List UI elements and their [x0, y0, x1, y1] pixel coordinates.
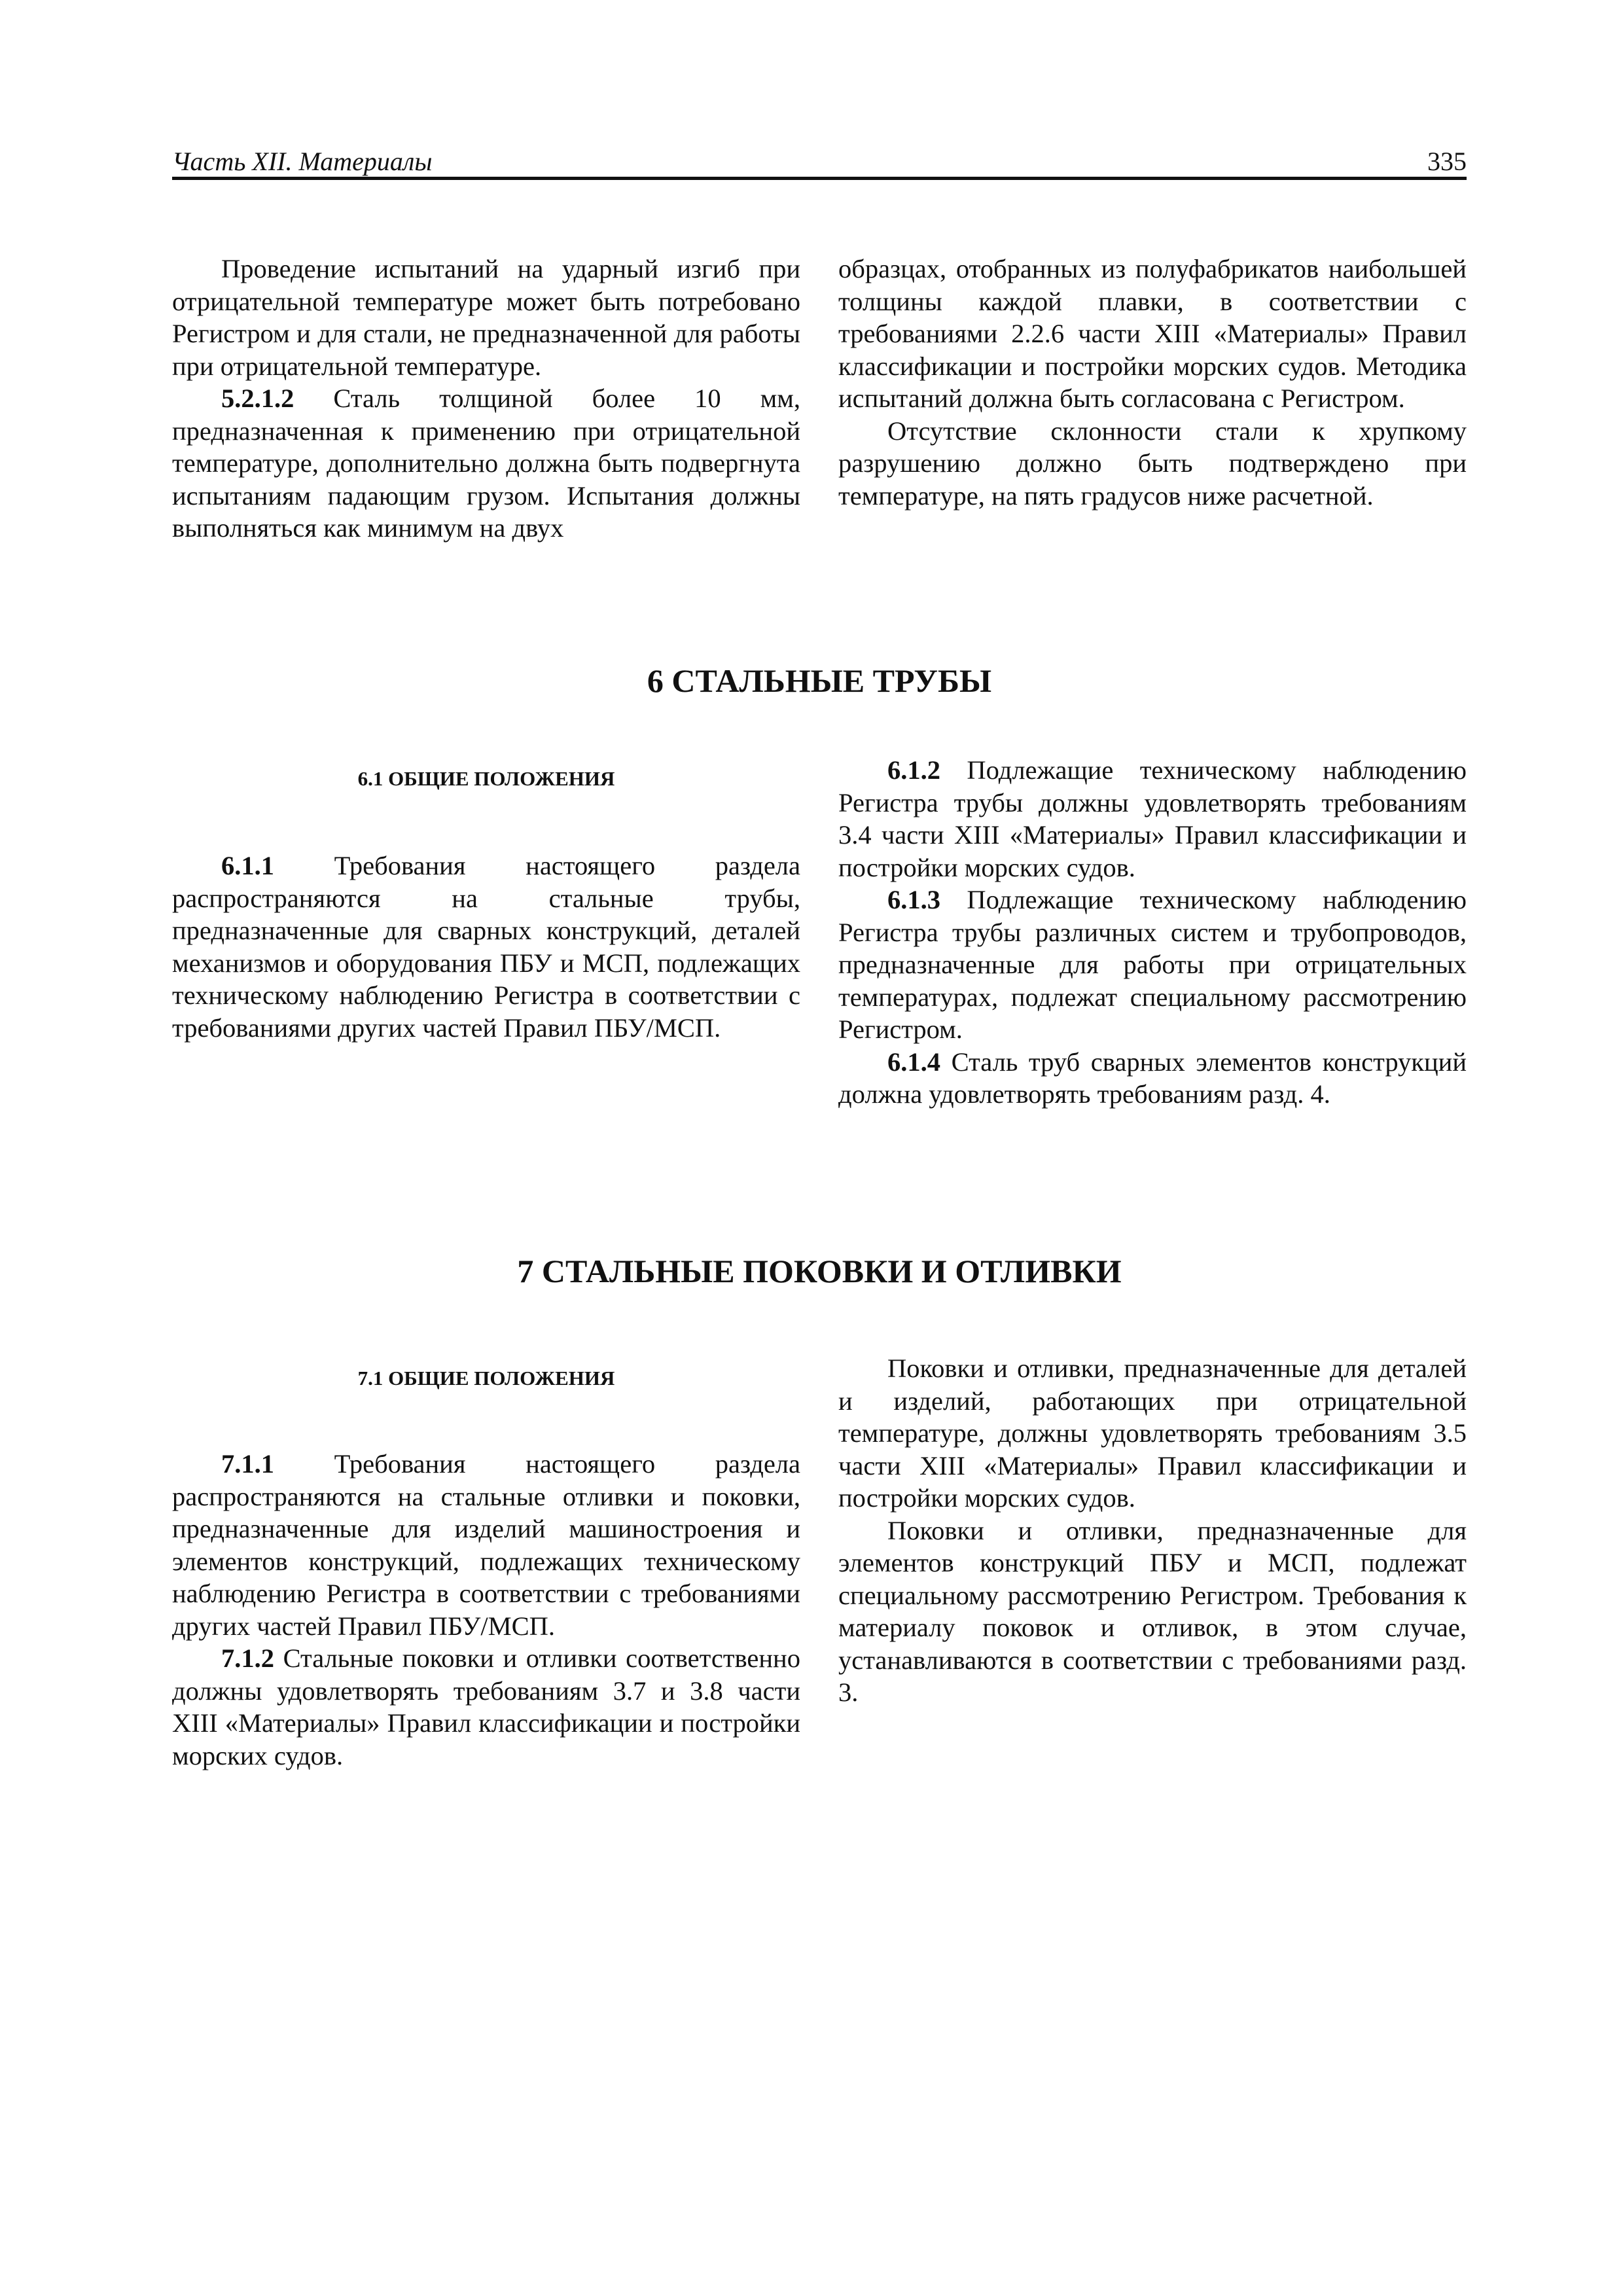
clause-number: 6.1.2 — [887, 755, 940, 785]
clause-number: 6.1.4 — [887, 1047, 940, 1077]
clause-text: Подлежащие техническому наблюдению Регистра трубы должны удовлетворять требованиям 3.4 части XIII «Материалы» Правил классификации и постройки морских судов. — [838, 755, 1467, 882]
clause-text: Сталь труб сварных элементов конструкций должна удовлетворять требованиям разд. 4. — [838, 1047, 1467, 1109]
top-right-column — [838, 253, 1467, 512]
paragraph-7-1-2 — [172, 1642, 800, 1772]
clause-number: 7.1.2 — [221, 1643, 274, 1673]
clause-text: Стальные поковки и отливки соответственно должны удовлетворять требованиям 3.7 и 3.8 части XIII «Материалы» Правил классификации и постройки морских судов. — [172, 1643, 800, 1770]
header-rule — [172, 177, 1467, 180]
paragraph-6-1-4 — [838, 1046, 1467, 1111]
paragraph: Поковки и отливки, предназначенные для деталей и изделий, работающих при отрицательной температуре, должны удовлетворять требованиям 3.5 части XIII «Материалы» Правил классификации и постройки морских судов. — [838, 1354, 1467, 1513]
section-title-6: 6 СТАЛЬНЫЕ ТРУБЫ — [647, 662, 992, 699]
paragraph-7-1-1 — [172, 1448, 800, 1642]
paragraph-5-2-1-2 — [172, 382, 800, 545]
top-left-column — [172, 253, 800, 545]
paragraph-6-1-2 — [838, 754, 1467, 884]
clause-number: 7.1.1 — [221, 1449, 274, 1479]
subsection-title-7-1: 7.1 ОБЩИЕ ПОЛОЖЕНИЯ — [357, 1367, 615, 1390]
section6-left-column — [172, 850, 800, 1044]
running-title: Часть XII. Материалы — [172, 147, 433, 176]
paragraph-6-1-1 — [172, 850, 800, 1044]
paragraph: Отсутствие склонности стали к хрупкому разрушению должно быть подтверждено при температуре, на пять градусов ниже расчетной. — [838, 416, 1467, 511]
clause-number: 6.1.3 — [887, 885, 940, 914]
clause-text: Сталь толщиной более 10 мм, предназначенная к применению при отрицательной температуре, дополнительно должна быть подвергнута испытаниям падающим грузом. Испытания должны выполняться как минимум на двух — [172, 384, 800, 543]
paragraph-6-1-3 — [838, 884, 1467, 1046]
subsection-title-6-1: 6.1 ОБЩИЕ ПОЛОЖЕНИЯ — [357, 767, 615, 790]
page-header — [172, 145, 1467, 178]
section6-right-column — [838, 754, 1467, 1111]
section7-right-column — [838, 1352, 1467, 1709]
paragraph-continuation: образцах, отобранных из полуфабрикатов наибольшей толщины каждой плавки, в соответствии с требованиями 2.2.6 части XIII «Материалы» Правил классификации и постройки морских судов. Методика испытаний должна быть согласована с Регистром. — [838, 254, 1467, 413]
clause-number: 6.1.1 — [221, 851, 274, 880]
clause-text: Требования настоящего раздела распространяются на стальные трубы, предназначенные для сварных конструкций, деталей механизмов и оборудования ПБУ и МСП, подлежащих техническому наблюдению Регистра в соответствии с требованиями других частей Правил ПБУ/МСП. — [172, 851, 800, 1043]
section7-left-column — [172, 1448, 800, 1772]
paragraph: Поковки и отливки, предназначенные для элементов конструкций ПБУ и МСП, подлежат специальному рассмотрению Регистром. Требования к материалу поковок и отливок, в этом случае, устанавливаются в соответствии с требованиями разд. 3. — [838, 1515, 1467, 1707]
clause-text: Подлежащие техническому наблюдению Регистра трубы различных систем и трубопроводов, предназначенные для работы при отрицательных температурах, подлежат специальному рассмотрению Регистром. — [838, 885, 1467, 1044]
clause-text: Требования настоящего раздела распространяются на стальные отливки и поковки, предназначенные для изделий машиностроения и элементов конструкций, подлежащих техническому наблюдению Регистра в соответствии с требованиями других частей Правил ПБУ/МСП. — [172, 1449, 800, 1641]
page-number: 335 — [1427, 147, 1467, 176]
clause-number: 5.2.1.2 — [221, 384, 294, 413]
paragraph: Проведение испытаний на ударный изгиб при отрицательной температуре может быть потребовано Регистром и для стали, не предназначенной для работы при отрицательной температуре. — [172, 254, 800, 381]
section-title-7: 7 СТАЛЬНЫЕ ПОКОВКИ И ОТЛИВКИ — [517, 1253, 1122, 1289]
